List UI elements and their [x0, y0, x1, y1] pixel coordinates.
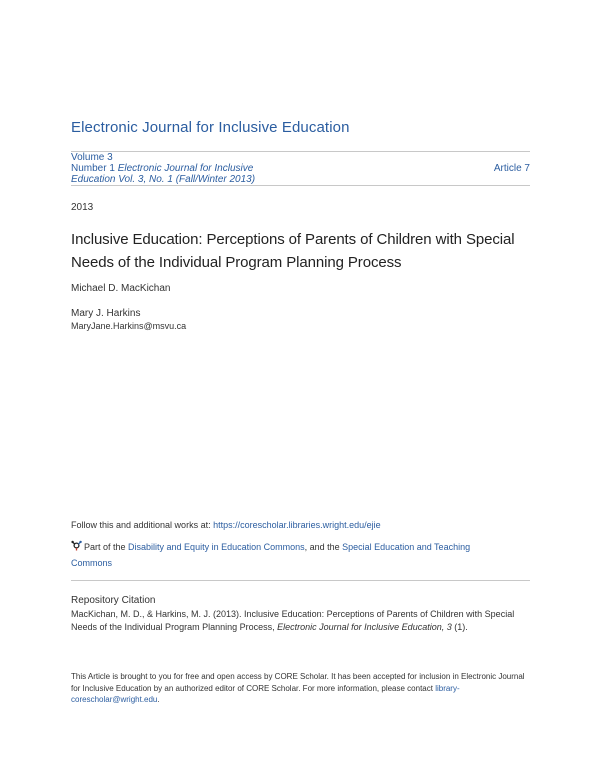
follow-line — [71, 520, 381, 530]
issue-link-line2[interactable]: Education Vol. 3, No. 1 (Fall/Winter 2013) — [71, 174, 256, 185]
citation-text: MacKichan, M. D., & Harkins, M. J. (2013). Inclusive Education: Perceptions of Parents of Children with Special Needs of the Individual Program Planning Process, — [71, 609, 515, 632]
number-line — [71, 163, 255, 174]
special-education-commons-link-cont[interactable]: Commons — [71, 558, 113, 568]
header-divider-bottom — [71, 185, 530, 186]
paper-title: Inclusive Education: Perceptions of Parents of Children with Special Needs of the Individual Program Planning Process — [71, 231, 515, 271]
issue-link-line1[interactable]: Electronic Journal for Inclusive — [117, 163, 254, 174]
network-icon — [71, 540, 82, 551]
article-number-link[interactable]: Article 7 — [493, 163, 530, 174]
disability-equity-commons-link[interactable]: Disability and Equity in Education Commons — [128, 542, 305, 552]
repository-citation-heading: Repository Citation — [71, 595, 156, 606]
issue-info — [71, 152, 255, 185]
follow-prefix: Follow this and additional works at: — [71, 520, 214, 530]
journal-title[interactable]: Electronic Journal for Inclusive Education — [71, 119, 350, 136]
access-note — [71, 671, 533, 706]
author-2-email: MaryJane.Harkins@msvu.ca — [71, 321, 187, 331]
part-of-middle: , and the — [304, 542, 343, 552]
citation-journal: Electronic Journal for Inclusive Education, 3 — [277, 622, 452, 632]
number-label[interactable]: Number 1 — [71, 163, 118, 174]
access-note-end: . — [157, 695, 160, 704]
author-2: Mary J. Harkins — [71, 308, 141, 319]
author-1: Michael D. MacKichan — [71, 283, 171, 294]
volume-link[interactable]: Volume 3 — [71, 152, 113, 163]
contact-email-link[interactable]: library-corescholar@wright.edu — [71, 683, 460, 704]
citation-end: (1). — [451, 622, 468, 632]
publication-year: 2013 — [71, 202, 94, 213]
repository-citation — [71, 608, 533, 634]
part-of-line — [71, 539, 531, 571]
access-note-text: This Article is brought to you for free and open access by CORE Scholar. It has been accepted for inclusion in Electronic Journal for Inclusive Education by an authorized editor of CORE Scholar. For more information, please contact — [71, 672, 525, 693]
citation-divider — [71, 580, 530, 581]
special-education-commons-link[interactable]: Special Education and Teaching — [342, 542, 471, 552]
part-of-prefix: Part of the — [84, 542, 129, 552]
collection-link[interactable]: https://corescholar.libraries.wright.edu/ejie — [213, 520, 381, 530]
